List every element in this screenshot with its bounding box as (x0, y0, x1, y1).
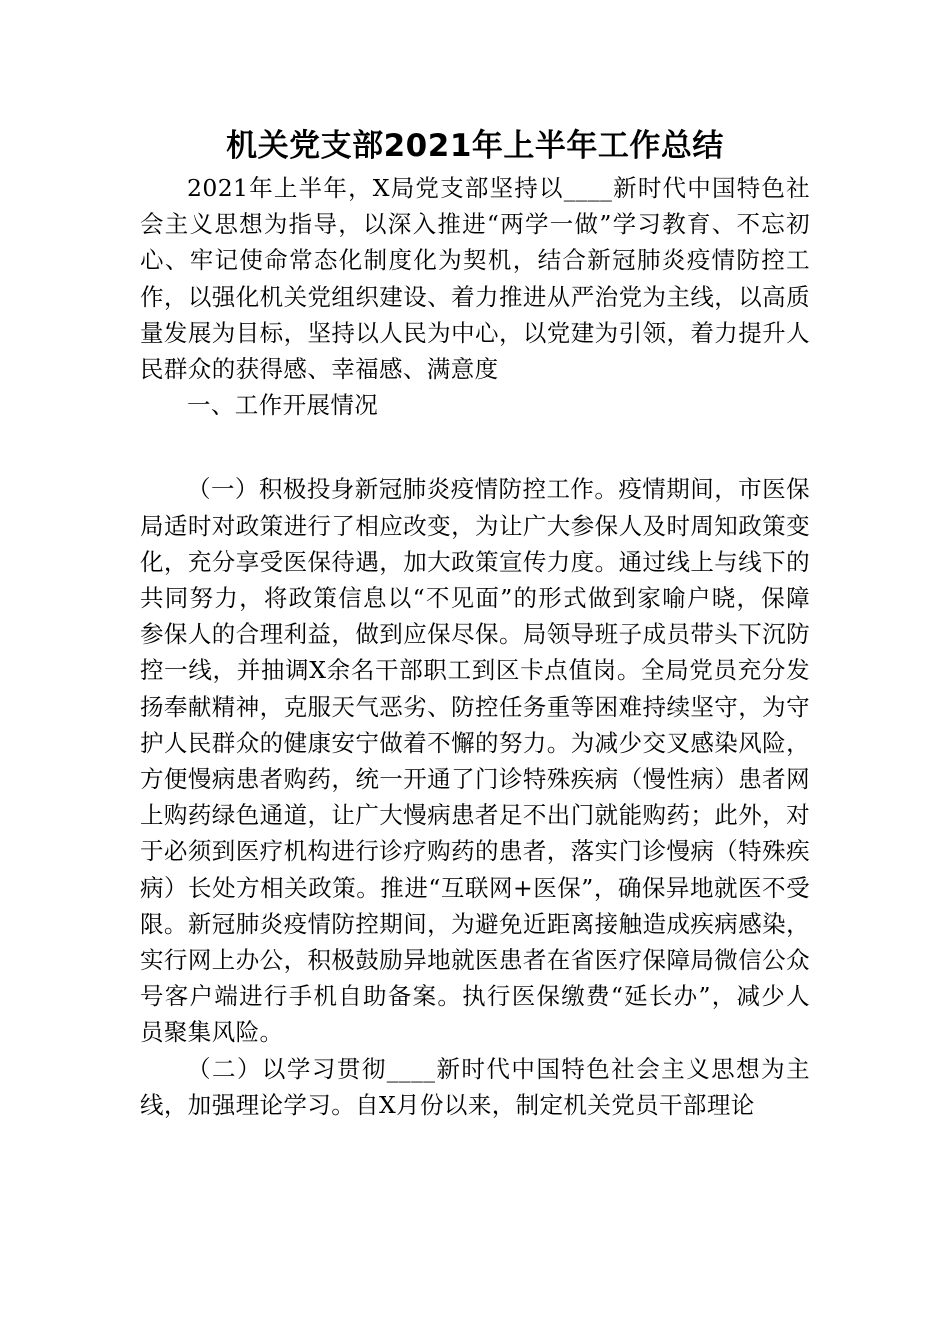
document-page (140, 0, 810, 1123)
intro-paragraph: 2021年上半年，X局党支部坚持以____新时代中国特色社会主义思想为指导，以深入推进“两学一做”学习教育、不忘初心、牢记使命常态化制度化为契机，结合新冠肺炎疫情防控工作，以强化机关党组织建设、着力推进从严治党为主线，以高质量发展为目标，坚持以人民为中心，以党建为引领，着力提升人民群众的获得感、幸福感、满意度 (140, 174, 810, 384)
document-title: 机关党支部2021年上半年工作总结 (226, 128, 724, 164)
blank-line (140, 423, 810, 471)
body-paragraph-2: （二）以学习贯彻____新时代中国特色社会主义思想为主线，加强理论学习。自X月份以来，制定机关党员干部理论 (140, 1054, 810, 1119)
section-heading: 一、工作开展情况 (187, 391, 379, 420)
body-paragraph-1: （一）积极投身新冠肺炎疫情防控工作。疫情期间，市医保局适时对政策进行了相应改变，为让广大参保人及时周知政策变化，充分享受医保待遇，加大政策宣传力度。通过线上与线下的共同努力，将政策信息以“不见面”的形式做到家喻户晓，保障参保人的合理利益，做到应保尽保。局领导班子成员带头下沉防控一线，并抽调X余名干部职工到区卡点值岗。全局党员充分发扬奉献精神，克服天气恶劣、防控任务重等困难持续坚守，为守护人民群众的健康安宁做着不懈的努力。为减少交叉感染风险，方便慢病患者购药，统一开通了门诊特殊疾病（慢性病）患者网上购药绿色通道，让广大慢病患者足不出门就能购药；此外，对于必须到医疗机构进行诊疗购药的患者，落实门诊慢病（特殊疾病）长处方相关政策。推进“互联网+医保”，确保异地就医不受限。新冠肺炎疫情防控期间，为避免近距离接触造成疾病感染，实行网上办公，积极鼓励异地就医患者在省医疗保障局微信公众号客户端进行手机自助备案。执行医保缴费“延长办”，减少人员聚集风险。 (140, 475, 810, 1047)
